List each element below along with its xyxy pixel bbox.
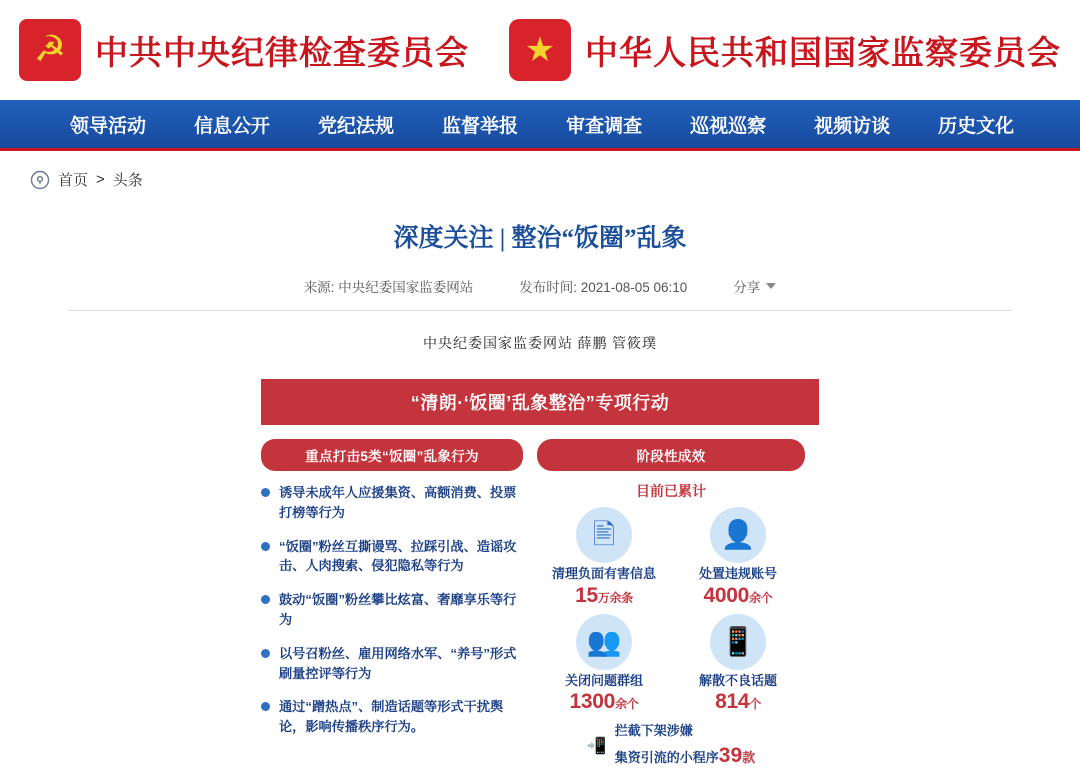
article-byline: 中央纪委国家监委网站 薛鹏 管筱璞 [423,337,657,352]
stat-value [537,689,671,714]
person-glyph: 👤 [720,518,756,551]
mobile-app-glyph: 📲 [586,738,607,756]
nav-item-5[interactable]: 巡视巡察 [690,115,767,137]
stat-unit: 万余条 [597,590,633,605]
stat-label-line1: 拦截下架涉嫌 [614,723,693,739]
stat-item [537,507,671,608]
nav-item-4[interactable]: 审查调查 [566,115,643,137]
hammer-sickle-glyph: ☭ [33,29,67,70]
bullet-text: 通过“蹭热点”、制造话题等形式干扰舆论，影响传播秩序行为。 [279,699,504,735]
share-label: 分享 [733,280,761,295]
list-item [261,590,523,630]
share-button[interactable] [733,276,776,296]
right-subheading: 目前已累计 [636,483,706,499]
article [30,218,1050,770]
stat-number: 4000 [703,583,750,607]
stat-value [671,689,805,714]
stat-wide-text [615,722,755,770]
nav-item-2[interactable]: 党纪法规 [318,115,395,137]
stat-value [671,583,805,608]
stat-item [671,614,805,715]
mobile-topic-icon [710,614,766,670]
stat-item-wide [546,722,796,770]
stat-item [671,507,805,608]
nav-item-7[interactable]: 历史文化 [938,115,1015,137]
nav-item-6[interactable]: 视频访谈 [814,115,891,137]
breadcrumb-separator: > [96,171,105,188]
page-title: 深度关注 | 整治“饭圈”乱象 [393,225,687,252]
stat-unit: 余个 [615,697,639,712]
list-item [261,537,523,577]
document-cleanup-icon [576,507,632,563]
bullet-text: 诱导未成年人应援集资、高额消费、投票打榜等行为 [279,485,517,520]
stat-number: 1300 [569,690,616,714]
location-pin-icon [30,170,50,190]
bullet-dot-icon [261,649,270,658]
site-masthead [0,0,1080,100]
bullet-dot-icon [261,488,270,497]
stat-label: 关闭问题群组 [564,672,643,688]
brand-national[interactable] [509,19,1061,81]
stat-unit: 款 [742,749,756,765]
breadcrumb [0,151,1080,204]
cpc-emblem-icon [19,19,81,81]
article-source: 来源: 中央纪委国家监委网站 [303,280,474,295]
stat-grid [537,507,805,770]
infographic-left-column [261,439,523,770]
left-heading: 重点打击5类“饭圈”乱象行为 [261,439,523,471]
star-glyph: ★ [524,30,556,70]
brand-title-cpc: 中共中央纪律检查委员会 [95,35,469,72]
article-publish-time: 发布时间: 2021-08-05 06:10 [519,280,688,295]
list-item [261,483,523,523]
chevron-down-icon [766,283,776,289]
group-glyph: 👥 [586,624,622,658]
stat-item [537,614,671,715]
bullet-dot-icon [261,702,270,711]
stat-unit: 余个 [749,590,773,605]
stat-label-line2-text: 集资引流的小程序 [614,749,719,765]
brand-title-national: 中华人民共和国国家监察委员会 [585,35,1061,72]
nav-item-1[interactable]: 信息公开 [194,115,271,137]
stat-number: 15 [575,583,598,607]
stat-number: 814 [715,690,750,714]
right-heading: 阶段性成效 [537,439,805,471]
stat-label: 解散不良话题 [698,672,777,688]
nav-item-3[interactable]: 监督举报 [442,115,519,137]
breadcrumb-current[interactable]: 头条 [112,172,143,189]
mini-program-icon [587,736,607,756]
user-account-icon [710,507,766,563]
infographic [261,379,819,770]
list-item [261,697,523,737]
bullet-text: 鼓动“饭圈”粉丝攀比炫富、奢靡享乐等行为 [279,592,517,627]
national-emblem-icon [509,19,571,81]
stat-label-line2 [615,741,755,770]
breadcrumb-home[interactable]: 首页 [58,172,89,189]
bullet-dot-icon [261,542,270,551]
bullet-dot-icon [261,595,270,604]
bullet-text: 以号召粉丝、雇用网络水军、“养号”形式刷量控评等行为 [279,645,517,681]
article-meta [68,254,1012,311]
primary-navigation [0,100,1080,148]
mobile-glyph: 📱 [720,624,756,658]
user-group-icon [576,614,632,670]
infographic-banner: “清朗·‘饭圈’乱象整治”专项行动 [261,379,819,425]
nav-item-0[interactable]: 领导活动 [70,115,147,137]
stat-value [537,583,671,608]
infographic-body [261,439,819,770]
left-bullet-list [261,483,523,737]
bullet-text: “饭圈”粉丝互撕谩骂、拉踩引战、造谣攻击、人肉搜索、侵犯隐私等行为 [279,538,517,574]
stat-unit: 个 [749,697,761,712]
stat-number: 39 [718,743,743,767]
brand-cpc[interactable] [19,19,469,81]
stat-label: 处置违规账号 [698,566,777,581]
list-item [261,644,523,684]
infographic-right-column [537,439,805,770]
document-glyph: 🖹 [592,518,616,551]
stat-label: 清理负面有害信息 [551,566,656,581]
